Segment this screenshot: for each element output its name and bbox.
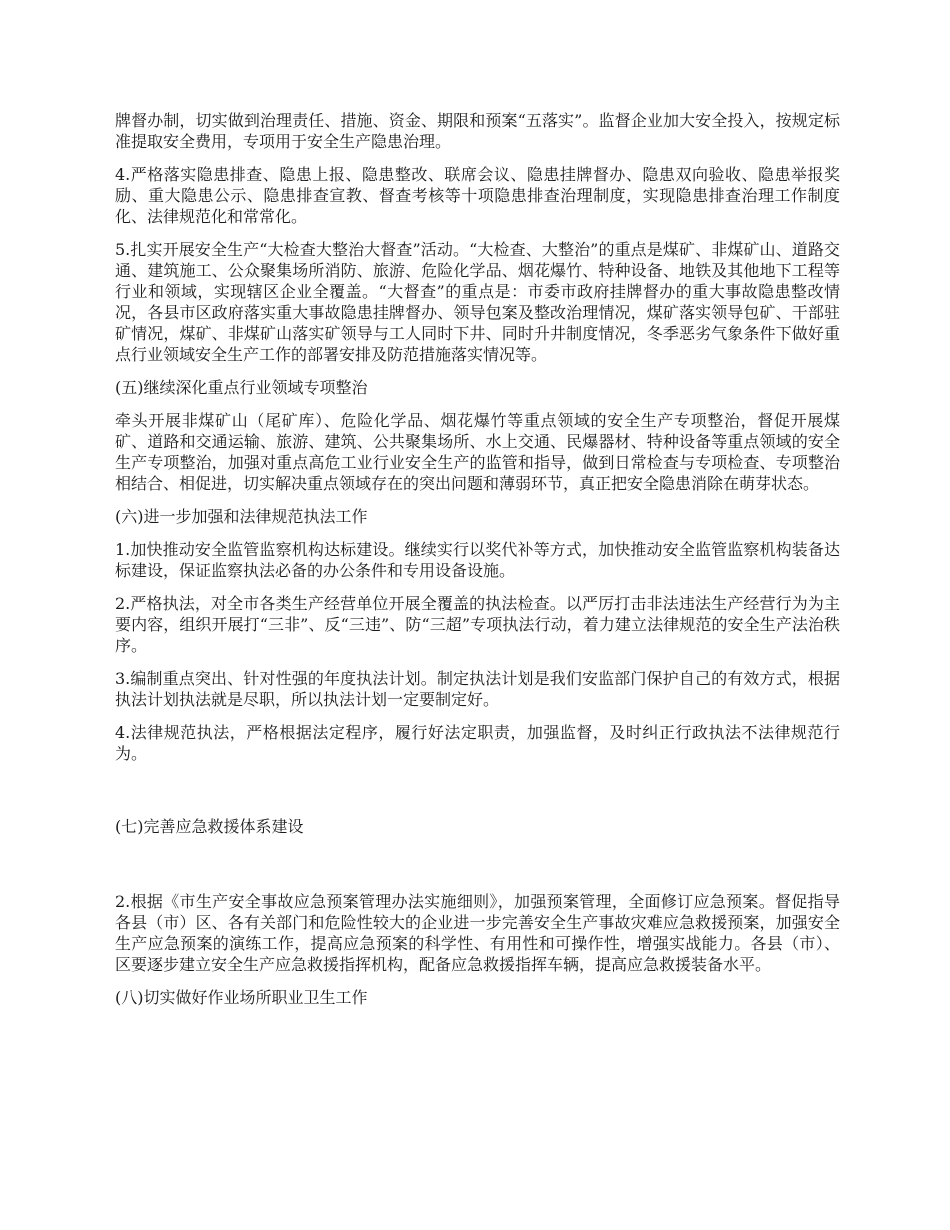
section-heading-5: (五)继续深化重点行业领域专项整治 [115, 378, 368, 397]
paragraph-enforcement-item-1: 1.加快推动安全监管监察机构达标建设。继续实行以奖代补等方式，加快推动安全监管监察机构装备达标建设，保证监察执法必备的办公条件和专用设备设施。 [115, 540, 840, 580]
section-heading-7: (七)完善应急救援体系建设 [115, 817, 304, 836]
paragraph-enforcement-item-2: 2.严格执法，对全市各类生产经营单位开展全覆盖的执法检查。以严厉打击非法违法生产经营行为为主要内容，组织开展打“三非”、反“三违”、防“三超”专项执法行动，着力建立法律规范的安全生产法治秩序。 [115, 594, 840, 655]
paragraph-emergency-plan: 2.根据《市生产安全事故应急预案管理办法实施细则》，加强预案管理，全面修订应急预案。督促指导各县（市）区、各有关部门和危险性较大的企业进一步完善安全生产事故灾难应急救援预案，加强安全生产应急预案的演练工作，提高应急预案的科学性、有用性和可操作性，增强实战能力。各县（市）、区要逐步建立安全生产应急救援指挥机构，配备应急救援指挥车辆，提高应急救援装备水平。 [115, 892, 840, 974]
blank-spacer [115, 849, 840, 891]
section-heading-6: (六)进一步加强和法律规范执法工作 [115, 507, 368, 526]
blank-spacer [115, 776, 840, 816]
paragraph-hazard-supervision: 牌督办制，切实做到治理责任、措施、资金、期限和预案“五落实”。监督企业加大安全投入，按规定标准提取安全费用，专项用于安全生产隐患治理。 [115, 111, 840, 151]
paragraph-item-5-inspection-campaign: 5.扎实开展安全生产“大检查大整治大督查”活动。“大检查、大整治”的重点是煤矿、非煤矿山、道路交通、建筑施工、公众聚集场所消防、旅游、危险化学品、烟花爆竹、特种设备、地铁及其他地下工程等行业和领域，实现辖区企业全覆盖。“大督查”的重点是：市委市政府挂牌督办的重大事故隐患整改情况，各县市区政府落实重大事故隐患挂牌督办、领导包案及整改治理情况，煤矿落实领导包矿、干部驻矿情况，煤矿、非煤矿山落实矿领导与工人同时下井、同时升井制度情况，冬季恶劣气象条件下做好重点行业领域安全生产工作的部署安排及防范措施落实情况等。 [115, 240, 840, 364]
paragraph-special-rectification: 牵头开展非煤矿山（尾矿库）、危险化学品、烟花爆竹等重点领域的安全生产专项整治，督促开展煤矿、道路和交通运输、旅游、建筑、公共聚集场所、水上交通、民爆器材、特种设备等重点领域的安全生产专项整治，加强对重点高危工业行业安全生产的监管和指导，做到日常检查与专项检查、专项整治相结合、相促进，切实解决重点领域存在的突出问题和薄弱环节，真正把安全隐患消除在萌芽状态。 [115, 411, 840, 493]
section-heading-8: (八)切实做好作业场所职业卫生工作 [115, 988, 368, 1007]
document-body [115, 110, 840, 1020]
paragraph-item-4-hazard-system: 4.严格落实隐患排查、隐患上报、隐患整改、联席会议、隐患挂牌督办、隐患双向验收、隐患举报奖励、重大隐患公示、隐患排查宣教、督查考核等十项隐患排查治理制度，实现隐患排查治理工作制度化、法律规范化和常常化。 [115, 165, 840, 226]
paragraph-enforcement-item-3: 3.编制重点突出、针对性强的年度执法计划。制定执法计划是我们安监部门保护自己的有效方式，根据执法计划执法就是尽职，所以执法计划一定要制定好。 [115, 669, 840, 709]
paragraph-enforcement-item-4: 4.法律规范执法，严格根据法定程序，履行好法定职责，加强监督，及时纠正行政执法不法律规范行为。 [115, 723, 840, 763]
